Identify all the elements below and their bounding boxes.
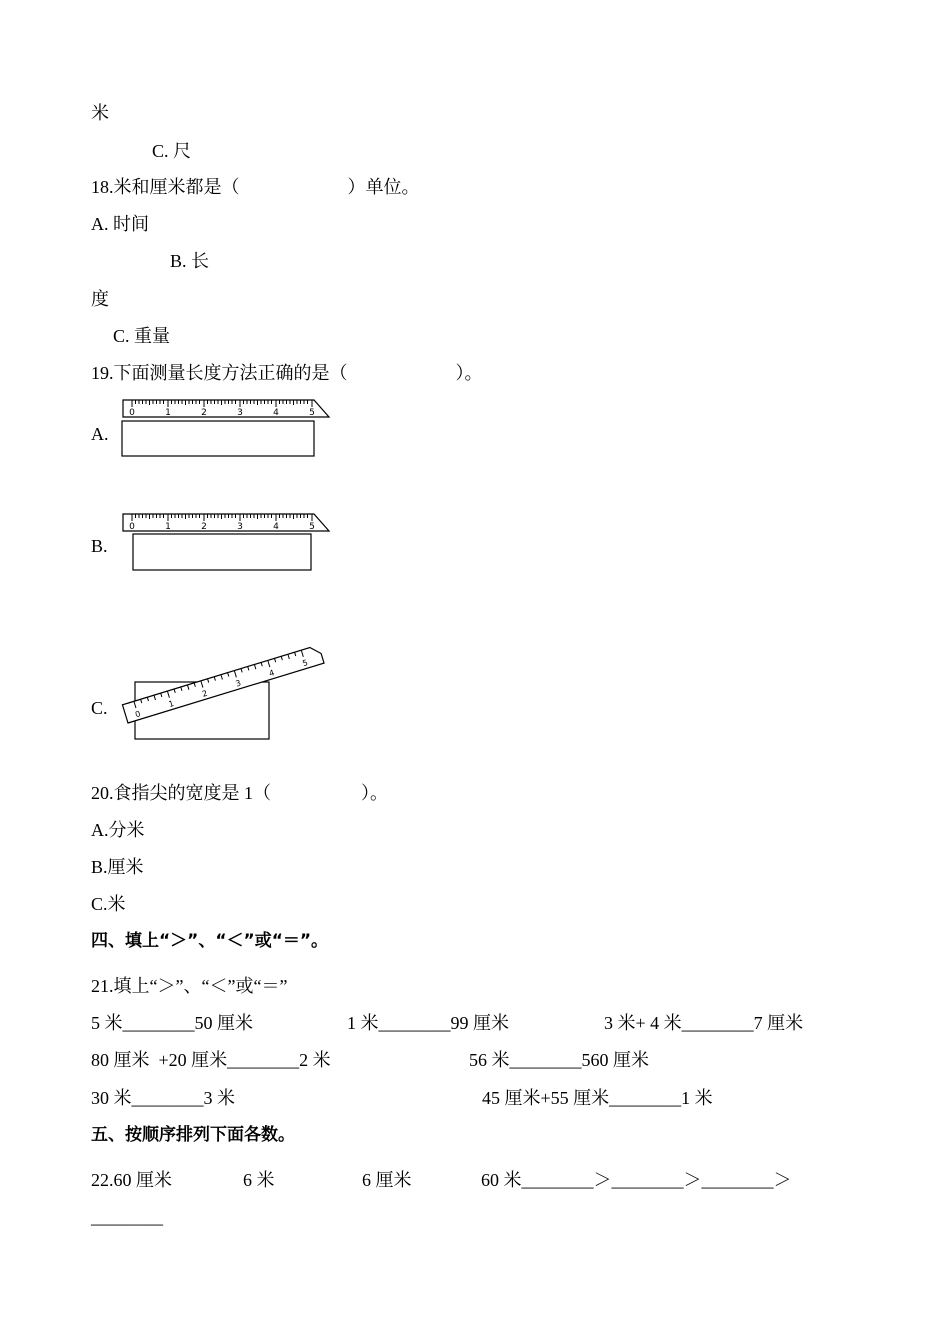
q21-row2-item2[interactable]: 56 米________560 厘米 — [469, 1050, 649, 1070]
q20-option-c[interactable]: C.米 — [91, 894, 126, 914]
ruler-a — [123, 400, 329, 418]
q21-row1-item1[interactable]: 5 米________50 厘米 — [91, 1013, 253, 1033]
q19-option-c-figure — [118, 655, 333, 745]
q18-option-a[interactable]: A. 时间 — [91, 214, 149, 234]
ruler-b-tick-2: 2 — [201, 522, 207, 532]
rectangle-a — [122, 421, 314, 456]
q22-last-blank[interactable]: ________ — [91, 1207, 163, 1227]
q18-option-b-continuation: 度 — [91, 289, 109, 309]
ruler-c-tick-5: 5 — [301, 658, 309, 669]
q21-row3-item1[interactable]: 30 米________3 米 — [91, 1088, 235, 1108]
ruler-a-tick-5: 5 — [309, 408, 315, 418]
ruler-a-tick-3: 3 — [237, 408, 243, 418]
q22-item-1: 22.60 厘米 — [91, 1170, 172, 1190]
ruler-b-tick-3: 3 — [237, 522, 243, 532]
q21-stem: 21.填上“＞”、“＜”或“＝” — [91, 976, 288, 996]
ruler-a-tick-2: 2 — [201, 408, 207, 418]
ruler-b-tick-4: 4 — [273, 522, 279, 532]
q21-row1-item3[interactable]: 3 米+ 4 米________7 厘米 — [604, 1013, 804, 1033]
q19-option-c-label[interactable]: C. — [91, 698, 108, 718]
ruler-c-tick-2: 2 — [201, 688, 209, 699]
q21-row3-item2[interactable]: 45 厘米+55 厘米________1 米 — [482, 1088, 713, 1108]
rectangle-b — [133, 534, 311, 570]
ruler-b-tick-5: 5 — [309, 522, 315, 532]
ruler-a-tick-1: 1 — [165, 408, 171, 418]
ruler-a-tick-4: 4 — [273, 408, 279, 418]
q20-stem: 20.食指尖的宽度是 1（ ）。 — [91, 783, 388, 803]
q19-option-a-figure — [118, 395, 333, 460]
q22-item-2: 6 米 — [243, 1170, 275, 1190]
ruler-b-tick-0: 0 — [129, 522, 135, 532]
ruler-c-tick-0: 0 — [134, 709, 142, 720]
ruler-c-tick-4: 4 — [267, 668, 276, 679]
q19-option-a-label[interactable]: A. — [91, 424, 109, 444]
section-4-heading: 四、填上“＞”、“＜”或“＝”。 — [91, 931, 329, 951]
q22-item-4-with-blanks[interactable]: 60 米________＞________＞________＞ — [481, 1170, 792, 1190]
ruler-c — [122, 645, 324, 723]
ruler-c-tick-1: 1 — [167, 698, 176, 710]
q17-option-b-continuation: 米 — [91, 103, 109, 123]
q20-option-a[interactable]: A.分米 — [91, 820, 145, 840]
q19-option-b-label[interactable]: B. — [91, 536, 108, 556]
q22-item-3: 6 厘米 — [362, 1170, 412, 1190]
q17-option-c[interactable]: C. 尺 — [152, 141, 192, 161]
q18-stem: 18.米和厘米都是（ ）单位。 — [91, 177, 420, 197]
q18-option-c[interactable]: C. 重量 — [113, 326, 171, 346]
q20-option-b[interactable]: B.厘米 — [91, 857, 144, 877]
ruler-b-tick-1: 1 — [165, 522, 171, 532]
ruler-c-tick-3: 3 — [234, 678, 243, 689]
ruler-b — [123, 514, 329, 532]
q19-option-b-figure — [118, 509, 333, 574]
q18-option-b[interactable]: B. 长 — [170, 251, 210, 271]
q21-row2-item1[interactable]: 80 厘米 +20 厘米________2 米 — [91, 1050, 331, 1070]
ruler-a-tick-0: 0 — [129, 408, 135, 418]
q19-stem: 19.下面测量长度方法正确的是（ ）。 — [91, 363, 483, 383]
section-5-heading: 五、按顺序排列下面各数。 — [91, 1125, 295, 1145]
q21-row1-item2[interactable]: 1 米________99 厘米 — [347, 1013, 509, 1033]
